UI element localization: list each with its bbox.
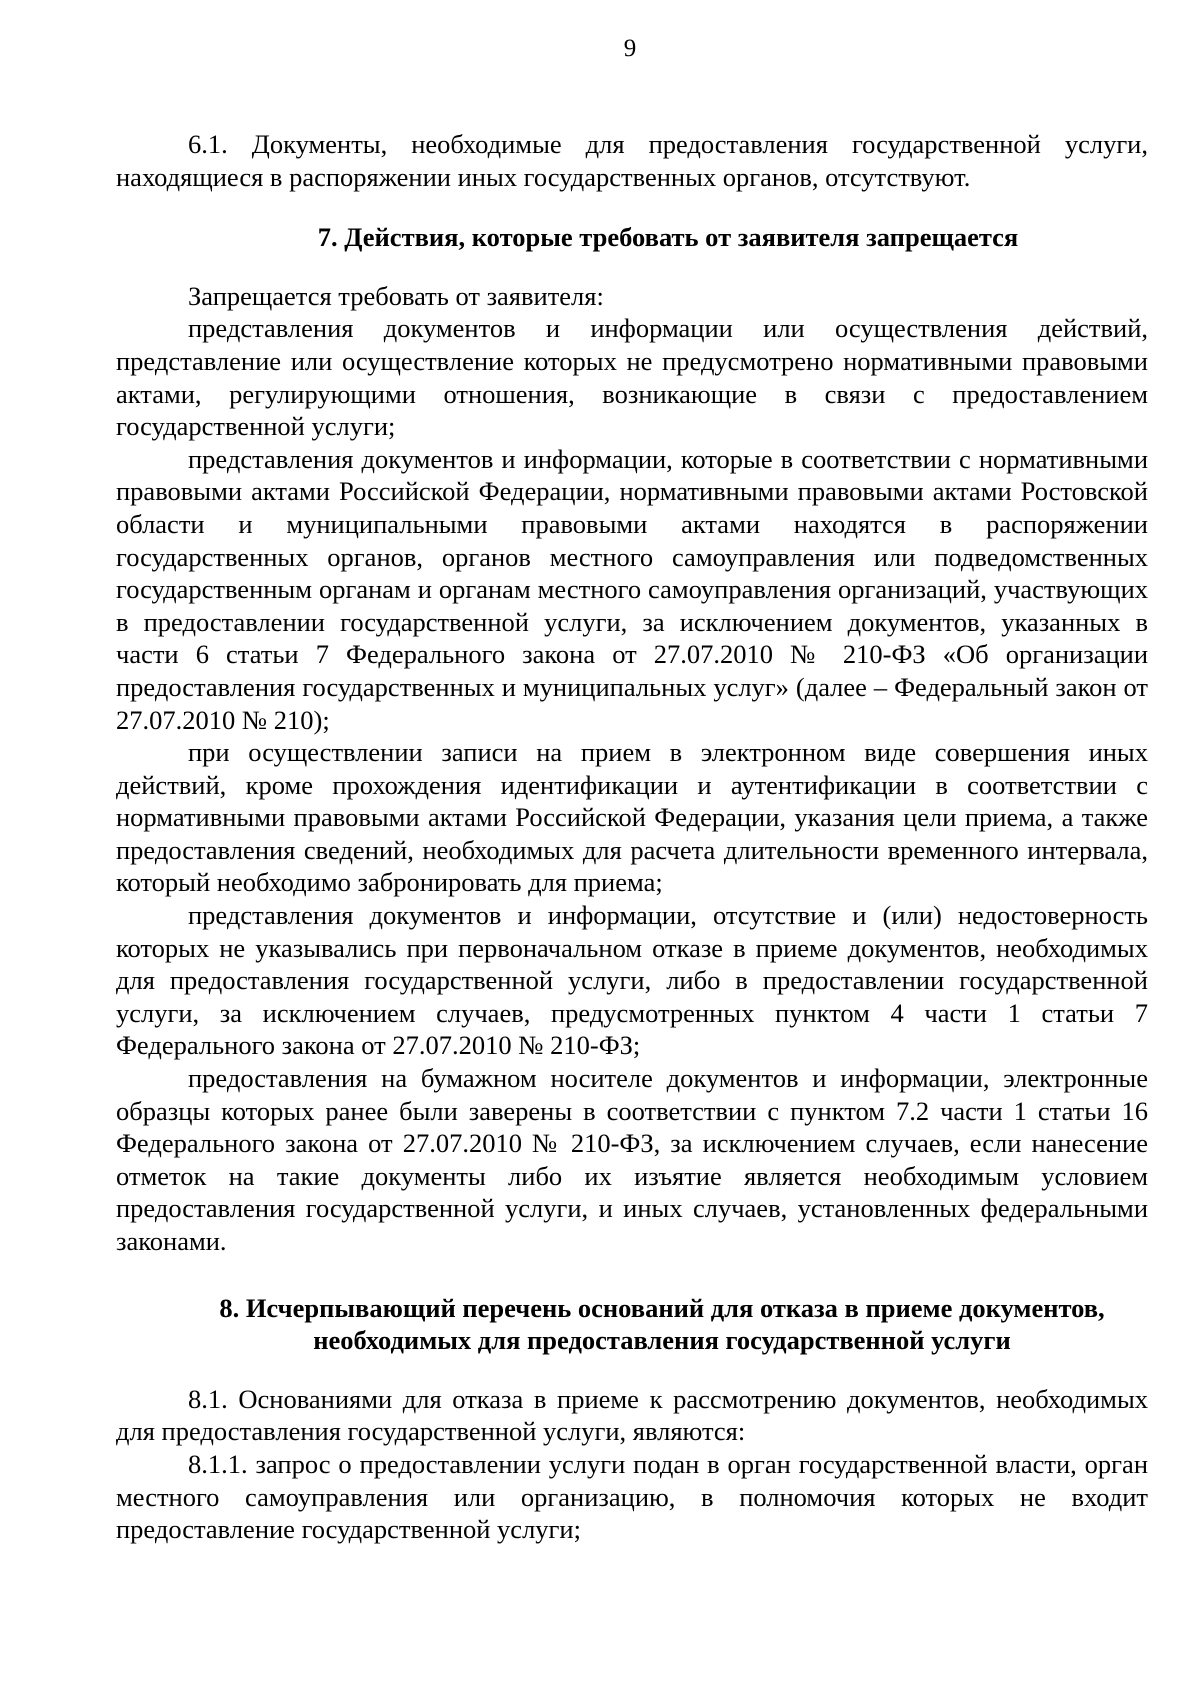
section-8-heading	[116, 1292, 1148, 1357]
section-7-paragraph: представления документов и информации, которые в соответствии с нормативными правовыми актами Российской Федерации, нормативными правовыми актами Ростовской области и муниципальными правовыми актами находятся в распоряжении государственных органов, органов местного самоуправления или подведомственных государственным органам и органам местного самоуправления организаций, участвующих в предоставлении государственной услуги, за исключением документов, указанных в части 6 статьи 7 Федерального закона от 27.07.2010 № 210-ФЗ «Об организации предоставления государственных и муниципальных услуг» (далее – Федеральный закон от 27.07.2010 № 210);	[116, 443, 1148, 735]
document-body	[116, 128, 1148, 1546]
section-7-paragraph: представления документов и информации, отсутствие и (или) недостоверность которых не указывались при первоначальном отказе в приеме документов, необходимых для предоставления государственной услуги, либо в предоставлении государственной услуги, за исключением случаев, предусмотренных пунктом 4 части 1 статьи 7 Федерального закона от 27.07.2010 № 210-ФЗ;	[116, 900, 1148, 1061]
section-8-heading-line-2: необходимых для предоставления государственной услуги	[313, 1325, 1011, 1356]
section-8-paragraph: 8.1. Основаниями для отказа в приеме к рассмотрению документов, необходимых для предоставления государственной услуги, являются:	[116, 1383, 1148, 1447]
section-8-heading-line-1: 8. Исчерпывающий перечень оснований для отказа в приеме документов,	[219, 1292, 1105, 1323]
page-number: 9	[623, 35, 637, 62]
section-7-paragraph: предоставления на бумажном носителе документов и информации, электронные образцы которых ранее были заверены в соответствии с пунктом 7.2 части 1 статьи 16 Федерального закона от 27.07.2010 № 210-ФЗ, за исключением случаев, если нанесение отметок на такие документы либо их изъятие является необходимым условием предоставления государственной услуги, и иных случаев, установленных федеральными законами.	[116, 1063, 1148, 1256]
paragraph-6-1: 6.1. Документы, необходимые для предоставления государственной услуги, находящиеся в распоряжении иных государственных органов, отсутствуют.	[116, 129, 1148, 192]
section-7-paragraph: Запрещается требовать от заявителя:	[188, 280, 604, 311]
section-7-paragraph: при осуществлении записи на прием в электронном виде совершения иных действий, кроме прохождения идентификации и аутентификации в соответствии с нормативными правовыми актами Российской Федерации, указания цели приема, а также предоставления сведений, необходимых для расчета длительности временного интервала, который необходимо забронировать для приема;	[116, 737, 1148, 898]
section-7-paragraph: представления документов и информации или осуществления действий, представление или осуществление которых не предусмотрено нормативными правовыми актами, регулирующими отношения, возникающие в связи с предоставлением государственной услуги;	[116, 313, 1148, 442]
section-7-heading: 7. Действия, которые требовать от заявителя запрещается	[317, 222, 1019, 253]
section-8-paragraph: 8.1.1. запрос о предоставлении услуги подан в орган государственной власти, орган местного самоуправления или организацию, в полномочия которых не входит предоставление государственной услуги;	[116, 1448, 1148, 1545]
